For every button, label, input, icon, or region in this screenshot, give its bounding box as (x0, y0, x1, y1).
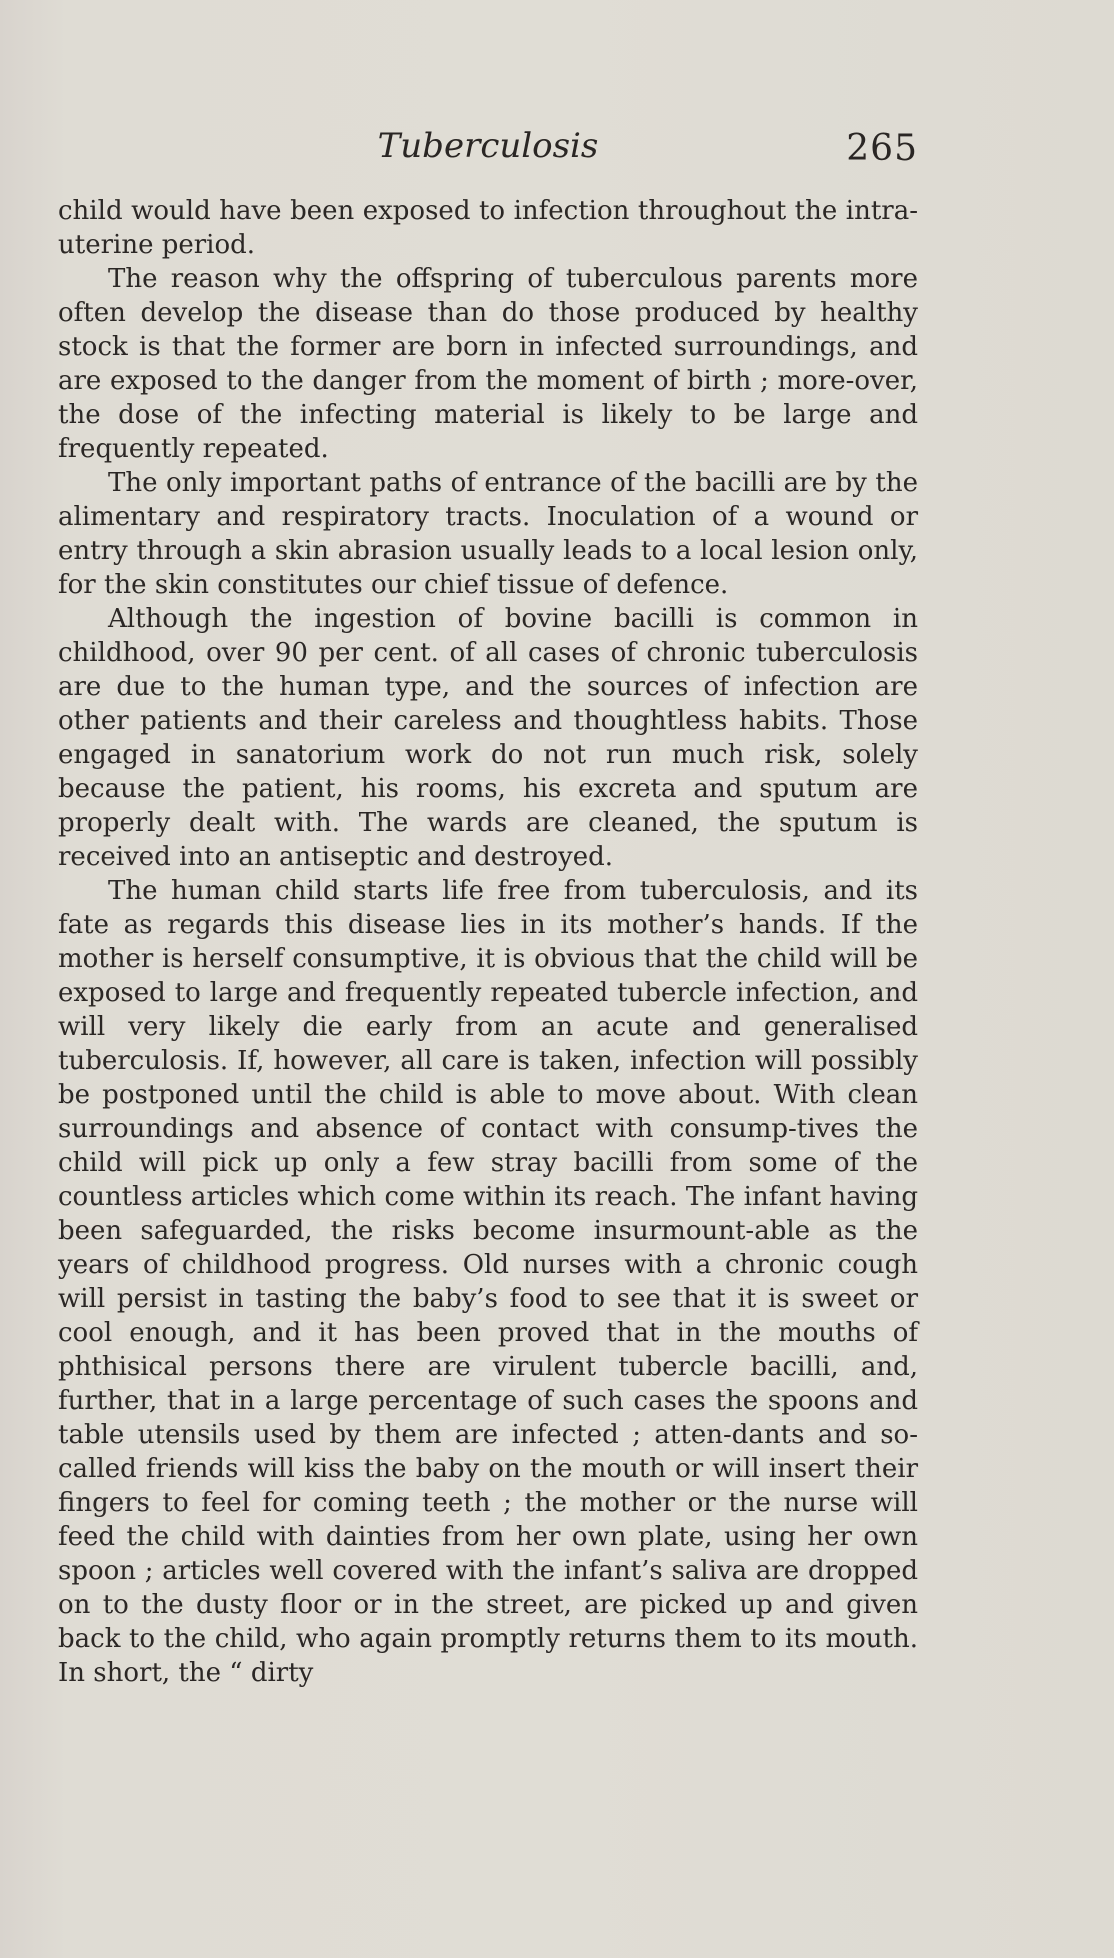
paragraph-continuation: child would have been exposed to infection throughout the intra-uterine period. (58, 196, 918, 260)
paragraph: The human child starts life free from tuberculosis, and its fate as regards this disease lies in its mother’s hands. If the mother is herself consumptive, it is obvious that the child will be exposed to large and frequently repeated tubercle infection, and will very likely die early from an acute and generalised tuberculosis. If, however, all care is taken, infection will possibly be postponed until the child is able to move about. With clean surroundings and absence of contact with consump-tives the child will pick up only a few stray bacilli from some of the countless articles which come within its reach. The infant having been safeguarded, the risks become insurmount-able as the years of childhood progress. Old nurses with a chronic cough will persist in tasting the baby’s food to see that it is sweet or cool enough, and it has been proved that in the mouths of phthisical persons there are virulent tubercle bacilli, and, further, that in a large percentage of such cases the spoons and table utensils used by them are infected ; atten-dants and so-called friends will kiss the baby on the mouth or will insert their fingers to feel for coming teeth ; the mother or the nurse will feed the child with dainties from her own plate, using her own spoon ; articles well covered with the infant’s saliva are dropped on to the dusty floor or in the street, are picked up and given back to the child, who again promptly returns them to its mouth. In short, the “ dirty (58, 876, 918, 1688)
running-title: Tuberculosis (377, 126, 599, 166)
page-number: 265 (846, 128, 918, 169)
paragraph: The reason why the offspring of tuberculous parents more often develop the disease than do those produced by healthy stock is that the former are born in infected surroundings, and are exposed to the danger from the moment of birth ; more-over, the dose of the infecting material is likely to be large and frequently repeated. (58, 264, 918, 464)
page-header (58, 126, 918, 176)
body-text (58, 194, 918, 1690)
paragraph: Although the ingestion of bovine bacilli is common in childhood, over 90 per cent. of all cases of chronic tuberculosis are due to the human type, and the sources of infection are other patients and their careless and thoughtless habits. Those engaged in sanatorium work do not run much risk, solely because the patient, his rooms, his excreta and sputum are properly dealt with. The wards are cleaned, the sputum is received into an antiseptic and destroyed. (58, 604, 918, 872)
paragraph: The only important paths of entrance of the bacilli are by the alimentary and respiratory tracts. Inoculation of a wound or entry through a skin abrasion usually leads to a local lesion only, for the skin constitutes our chief tissue of defence. (58, 468, 918, 600)
